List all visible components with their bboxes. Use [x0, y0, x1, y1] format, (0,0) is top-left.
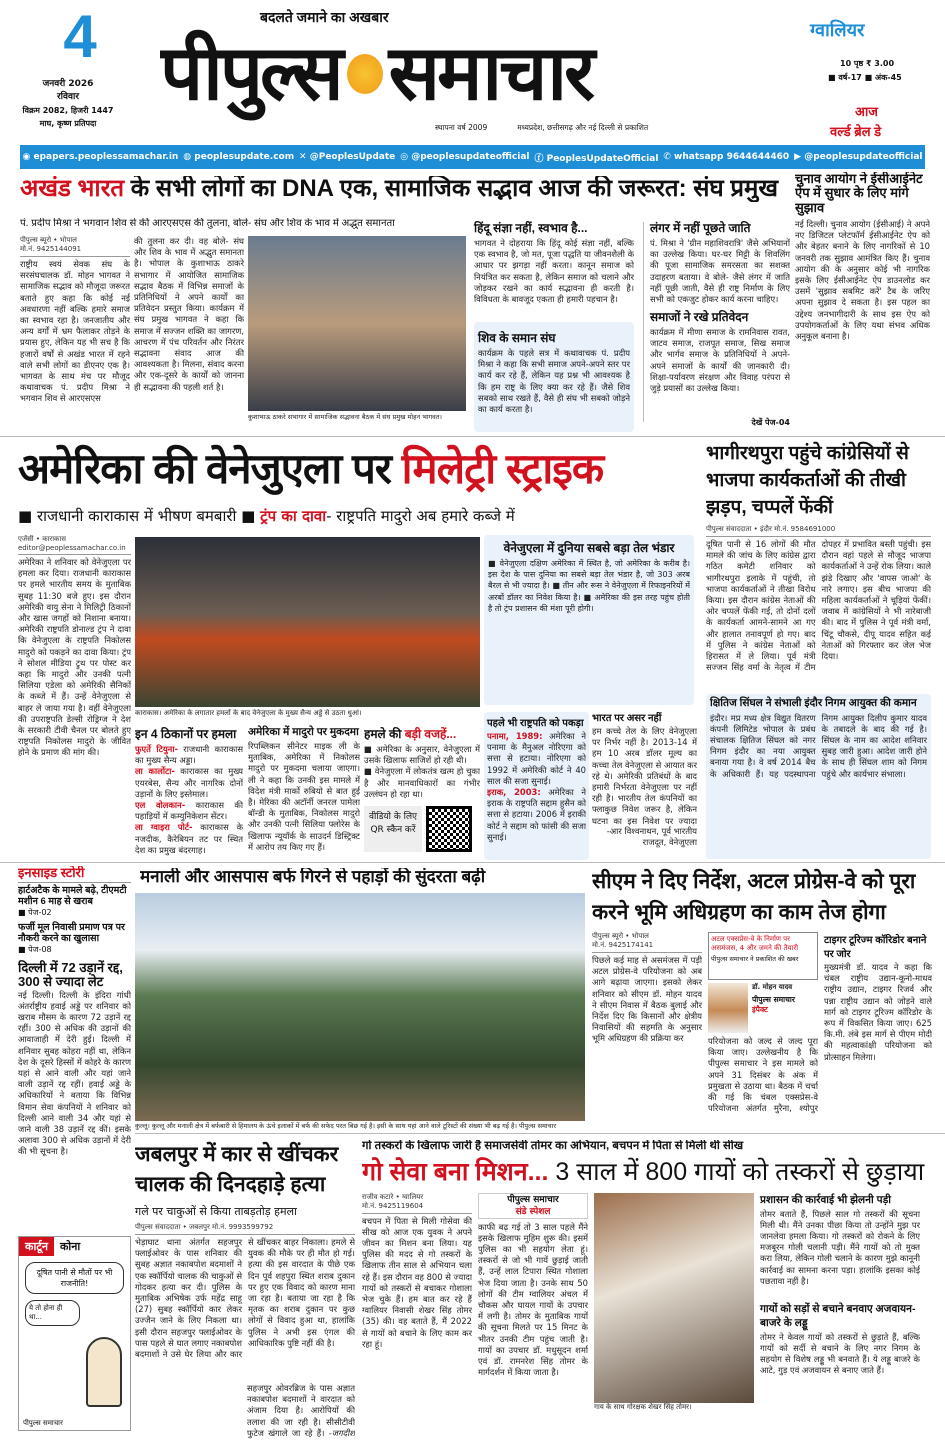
section-body: कार्यक्रम में मीणा समाज के रामनिवास रावत, जाटव समाज, राजपूत समाज, सिख समाज और भार्गव समाज के प्रतिनिधियों ने अपने-अपने समाजों के कार्यों की जानकारी दी। शिक्षा-पर्यावरण संरक्षण और विवाह परंपरा से जुड़े प्रयासों का उल्लेख किया।: [650, 327, 790, 394]
singhal-body: इंदौर। मप्र मध्य क्षेत्र विद्युत वितरण कंपनी लिमिटेड भोपाल के प्रबंध संचालक क्षितिज सिंघल को नगर निगम इंदौर का नया आयुक्त बनाया गया है। वे वर्ष 2014 बैच के अधिकारी हैं। यह पदस्थापना निगम आयुक्त दिलीप कुमार यादव के तबादले के बाद की गई है। सिंघल के नाम का आदेश शनिवार सुबह जारी हुआ। आदेश जारी होने के साथ ही सिंघल शाम को निगम पहुंचे और कार्यभार संभाला।: [710, 712, 927, 779]
venezuela-body: अमेरिका ने शनिवार को वेनेजुएला पर हमला कर दिया। राजधानी काराकास पर हमले भारतीय समय के मुताबिक सुबह 11:30 बजे हुए। इस दौरान अमेरिकी वायु सेना ने मिलिट्री ठिकानों और खास जगहों को निशाना बनाया। अमेरिकी राष्ट्रपति डोनाल्ड ट्रंप ने दावा कि वेनेजुएला के राष्ट्रपति निकोलस मादुरो को पकड़ने का दावा किया। ट्रंप ने सोशल मीडिया ट्रुथ पर पोस्ट कर कहा कि मादुरो और उनकी पत्नी सिलिया एडेला को अमेरिकी सैनिकों के कब्जे में हैं। उन्हें वेनेजुएला से बाहर ले जाया गया है। वहीं वेनेजुएला की उपराष्ट्रपति डेल्सी रोड्रिग्ज ने देश के सरकारी टीवी चैनल पर बोलते हुए राष्ट्रपति निकोलस मादुरो के जीवित होने के प्रमाण की मांग की।: [18, 557, 131, 758]
date-day: 4: [63, 3, 97, 70]
delhi-body: नई दिल्ली। दिल्ली के इंदिरा गांधी अंतर्राष्ट्रीय हवाई अड्डे पर शनिवार को खराब मौसम के कारण 72 उड़ानें रद्द रहीं। 300 से अधिक की उड़ानों की आवाजाही में देरी हुई। दिल्ली में शनिवार सुबह कोहरा नहीं था, लेकिन देश के दूसरे हिस्सों में कोहरे के कारण यहां से आने वाली और यहां जाने वाली उड़ानें रद्द रहीं। हवाई अड्डे के अधिकारियों ने बताया कि विभिन्न विमान सेवा कंपनियों ने शनिवार को दिल्ली आने वाली 34 और यहां से जाने वाली 38 उड़ानें रद्द कीं। इसके अलावा 300 से अधिक उड़ानों में देरी की भी सूचना है।: [18, 989, 131, 1157]
inside-item[interactable]: हार्टअटैक के मामले बढ़े, टीएमटी मशीन 6 माह से खराब ■ पेज-02: [18, 885, 127, 918]
cow-side-body-2: तोमर ने केवल गायों को तस्करों से छुड़ाते हैं, बल्कि गायों को सर्दी से बचाने के लिए नगर निगम के सहयोग से विशेष लड्डू भी बनवाते हैं। ये लड्डू बाजरे के आटे, गुड़ एवं अजवायन से बनाए जाते हैं।: [760, 1331, 920, 1376]
atal-body-cont: परियोजना को जल्द से जल्द पूरा किया जाए। उल्लेखनीय है कि पीपुल्स समाचार ने इस मामले को अपने 31 दिसंबर के अंक में प्रमुखता से उठाया था। बैठक में चर्चा की गई कि चंबल एक्सप्रेस-वे परियोजना अंतर्गत मुरैना, श्योपुर: [708, 1036, 818, 1114]
target-item: एल वोलकान- काराकास की पहाड़ियों में कम्युनिकेशन सेंटर।: [135, 800, 243, 822]
impact-badge: पीपुल्स समाचार इंपैक्ट: [752, 995, 795, 1014]
byline: पीपुल्स संवाददाता • जबलपुर मो.नं. 9993599792: [135, 1223, 355, 1235]
cow-body-cont: काफी बढ़ गई तो 3 साल पहले मैंने इसके खिलाफ मुहिम शुरू की। इसमें पुलिस का भी सहयोग लेता हूं। तस्करों से जो भी गायें छुड़ाई जाती हैं, उन्हें लाल टिपारा स्थित गोशाला भेज दिया जाता है। उनके साथ 50 लोगों की टीम ग्वालियर अंचल में चौकस और घायल गायों के उपचार में लगी है। तोमर के मुताबिक गायों की सूचना मिलते पर 15 मिनट के भीतर उनकी टीम पहुंच जाती है। गायों का उपचार डॉ. मधुसूदन शर्मा एवं डॉ. रामनरेश सिंह तोमर के मार्गदर्शन में किया जाता है।: [478, 1221, 588, 1378]
atal-body: पिछले कई माह से असमंजस में पड़ी अटल प्रोग्रेस-वे परियोजना को अब आगे बढ़ाया जाएगा। इसको लेकर शनिवार को सीएम डॉ. मोहन यादव ने सीएम निवास में बैठक बुलाई और निर्देश दिए कि किसानों और क्षेत्रीय निवासियों की सहमति के अनुसार भूमि अधिग्रहण की प्रक्रिया कर: [592, 955, 702, 1044]
qr-label: वीडियो के लिए QR स्कैन करें: [364, 806, 422, 852]
editor-email[interactable]: editor@peoplessamachar.co.in: [18, 544, 126, 552]
web-icon: ◍: [183, 152, 192, 162]
today-label: आज: [855, 104, 878, 119]
social-bar: [20, 145, 925, 169]
date-month: जनवरी 2026: [42, 79, 94, 89]
cartoon-corner: कोना: [59, 1240, 81, 1253]
instagram-icon: ◎: [400, 152, 409, 162]
sidebar-box: [474, 322, 634, 432]
atal-sub-title: टाइगर टूरिज्म कॉरिडोर बनाने पर जोर: [824, 935, 927, 960]
cow-photo-caption: गाय के साथ गोरक्षक शेखर सिंह तोमर।: [594, 1402, 692, 1411]
trial-title: अमेरिका में मादुरो पर मुकदमा: [248, 726, 359, 738]
social-link-x[interactable]: ✕ @PeoplesUpdate: [299, 152, 396, 162]
reason-item: ■ अमेरिका के अनुसार, वेनेजुएला में उसके खिलाफ साजिशें हो रही थी।: [364, 744, 480, 766]
divider: [0, 862, 945, 863]
jabalpur-quote: सहजपुर ओवरब्रिज के पास अज्ञात नकाबपोश बदमाशों ने वारदात को अंजाम दिया है। आरोपियों की तलाश की जा रही है। सीसीटीवी फुटेज खंगाले जा रहे हैं। -जगदीश: [247, 1383, 355, 1438]
divider: [135, 1133, 945, 1134]
facebook-icon: ⓕ: [534, 153, 544, 164]
history-item: पनामा, 1989: अमेरिका ने पनामा के मैनुअल नोरिएगा को सत्ता से हटाया। नोरिएगा को 1992 में अमेरिकी कोर्ट ने 40 साल की सजा सुनाई।: [487, 731, 586, 786]
byline: पीपुल्स ब्यूरो • भोपाल मो.नं. 9425174141: [592, 932, 702, 953]
section-title: समाजों ने रखे प्रतिवेदन: [650, 310, 749, 324]
cow-side-title-2: गायों को सड़ों से बचाने बनवाए अजवायन-बाजरे के लड्डू: [760, 1302, 916, 1329]
social-link-epaper[interactable]: ◉ epapers.peoplessamachar.in: [22, 152, 179, 162]
section-body: पं. मिश्रा ने 'ग्रीन महाशिवरात्रि' जैसे अभियानों का उल्लेख किया। घर-घर मिट्टी के शिवलिंग की पूजा सामाजिक समरसता का सशक्त उदाहरण बताया। वे बोले- जैसे लंगर में जाति नहीं पूछी जाती, वैसे ही राष्ट्र निर्माण के लिए सभी को एकजुट होकर कार्य करना चाहिए।: [650, 238, 790, 305]
price: 10 पृष्ठ ₹ 3.00: [840, 59, 895, 68]
oil-body: ■ वेनेजुएला दक्षिण अमेरिका में स्थित है, जो अमेरिका के करीब है। इस देश के पास दुनिया का सबसे बड़ा तेल भंडार है, जो 303 अरब बैरल से भी ज्यादा है। ■ तीन और रूस ने वेनेजुएला में रिफाइनरियों में अरबों डॉलर का निवेश किया है। ■ अमेरिका की इस तरह पहुंच होती है तो ट्रंप प्रशासन की मंशा पूरी होगी।: [488, 559, 690, 613]
lead-headline: अखंड भारत के सभी लोगों का DNA एक, सामाजिक सद्भाव आज की जरूरत: संघ प्रमुख: [20, 176, 778, 202]
published: मध्यप्रदेश, छत्तीसगढ़ और नई दिल्ली से प्रकाशित: [517, 123, 649, 132]
cow-headline: गो सेवा बना मिशन... 3 साल में 800 गायों को तस्करों से छुड़ाया: [362, 1157, 925, 1186]
news-clip: अटल एक्सप्रेस-वे के निर्माण पर असमंजस, 4 और जमने की तैयारी पीपुल्स समाचार ने प्रकाशित की खबर: [708, 932, 818, 980]
section-title: शिव के समान संघ: [478, 331, 556, 345]
section-title: हिंदू संज्ञा नहीं, स्वभाव है...: [474, 221, 588, 235]
globe-icon: ◉: [22, 152, 31, 162]
cow-side-title: प्रशासन की कार्रवाई भी झेलनी पड़ी: [760, 1193, 891, 1206]
venezuela-headline: अमेरिका की वेनेजुएला पर मिलेट्री स्ट्राइक: [18, 445, 604, 492]
tagline: बदलते जमाने का अखबार: [260, 9, 389, 25]
reason-item: ■ वेनेजुएला में लोकतंत्र खत्म हो चुका है और मानवाधिकारों का गंभीर उल्लंघन हो रहा था।: [364, 766, 480, 799]
cow-side-body: तोमर बताते हैं, पिछले साल गो तस्करों की सूचना मिली थी। मैंने उनका पीछा किया तो उन्होंने मुझ पर जानलेवा हमला किया। गो तस्करों को रोकने के लिए मजबूरन गोली चलानी पड़ी। मैंने गायों को तो मुक्त करा लिया, लेकिन गोली चलाने के कारण मुझे कानूनी कार्रवाई का सामना करना पड़ा। हालांकि इसका कोई पछतावा नहीं है।: [760, 1208, 920, 1286]
cm-caption: डॉ. मोहन यादव: [752, 983, 793, 991]
cow-kicker: गो तस्करों के खिलाफ जारी है समाजसेवी तोमर का अभियान, बचपन में पिता से मिली थी सीख: [362, 1140, 744, 1152]
continued-link[interactable]: देखें पेज-04: [751, 418, 790, 427]
byline: एजेंसी • काराकास editor@peoplessamachar.co.in: [18, 535, 131, 555]
manali-photo: [135, 893, 585, 1121]
masthead: [0, 0, 945, 145]
cartoon-credit: पीपुल्स समाचार: [23, 1419, 63, 1427]
bhagirathpura-body: दूषित पानी से 16 लोगों की मौत मामले की जांच के लिए कांग्रेस द्वारा गठित कमेटी शनिवार को भागीरथपुरा इलाके में पहुंची, तो भाजपा कार्यकर्ताओं ने तीखा विरोध किया। इस दौरान कांग्रेस नेताओं की ओर चप्पलें फेंकी गईं, तो दोनों दलों के कार्यकर्ता आमने-सामने आ गए और हालात तनावपूर्ण हो गए। बाद में पुलिस ने कांग्रेस नेताओं को हिरासत में ले लिया। पूर्व मंत्री सज्जन सिंह वर्मा के नेतृत्व में टीम दोपहर में प्रभावित बस्ती पहुंची। इस दौरान वहां पहले से मौजूद भाजपा कार्यकर्ताओं ने उन्हें रोक लिया। काले झंडे दिखाए और 'वापस जाओ' के नारे लगाए। इस बीच भाजपा की महिला कार्यकर्ताओं ने चूड़ियां फेंकीं। जवाब में कांग्रेसियों ने भी नारेबाजी की। बाद में पुलिस ने पूर्व मंत्री वर्मा, चिंटू चौकसे, दीपू यादव सहित कई नेताओं को गिरफ्तार कर जेल भेज दिया।: [706, 539, 931, 673]
cm-photo: [708, 983, 748, 1033]
atal-sub-body: मुख्यमंत्री डॉ. यादव ने कहा कि चंबल राष्ट्रीय उद्यान-कूनो-माधव राष्ट्रीय उद्यान, टाइगर रिजर्व और पन्ना राष्ट्रीय उद्यान को जोड़ने वाले मार्ग को टाइगर टूरिज्म कॉरिडोर के रूप में विकसित किया जाए। 625 कि.मी. लंबे इस मार्ग से पीएम मोदी की महत्वाकांक्षी परियोजना को प्रोत्साहन मिलेगा।: [824, 962, 932, 1062]
india-quote-by: -आर विश्वनाथन, पूर्व भारतीय राजदूत, वेनेजुएला: [606, 826, 697, 848]
singhal-headline: क्षितिज सिंघल ने संभाली इंदौर निगम आयुक्त की कमान: [710, 697, 917, 709]
venezuela-photo-caption: काराकास। अमेरिका के लगातार हमलों के बाद वेनेजुएला के मुख्य सैन्य अड्डे से उठता धुआं।: [135, 709, 362, 717]
venezuela-photo: [135, 537, 480, 707]
cartoon-bubble: ये तो होना ही था...: [25, 1300, 80, 1326]
trial-body: रिपब्लिकन सीनेटर माइक ली के मुताबिक, अमेरिका में निकोलस मादुरो पर मुकदमा चलाया जाएगा। ली ने कहा कि उनकी इस मामले में विदेश मंत्री मार्को रुबियो से बात हुई है। मेरिका की अटॉर्नी जनरल पामेला बॉन्डी के मुताबिक, निकोलस मादुरो और उनकी पत्नी सिलिया फ्लोरेस के खिलाफ न्यूयॉर्क के साउदर्न डिस्ट्रिक्ट में आरोप तय किए गए हैं।: [248, 741, 360, 852]
reasons-title: हमले की बड़ी वजहें...: [364, 727, 457, 741]
cow-body: बचपन में पिता से मिली गोसेवा की सीख को आज एक युवक ने अपने जीवन का मिशन बना लिया। यह पुलिस की मदद से गो तस्करों के खिलाफ तीन साल से अभियान चला रहे हैं। इस दौरान वह 800 से ज्यादा गायों को तस्करों से बचाकर गोशाला भेज चुके हैं। हम बात कर रहे हैं ग्वालियर निवासी शेखर सिंह तोमर (35) की। वह बताते हैं, मैं 2022 से गायों को बचाने के लिए काम कर रहा हूं।: [362, 1215, 472, 1349]
target-item: ला कार्लोटा- काराकास का मुख्य एयरबेस, सैन्य और नागरिक दोनों उड़ानों के लिए इस्तेमाल।: [135, 766, 243, 799]
venezuela-subhead: ■ राजधानी काराकास में भीषण बमबारी ■ ट्रंप का दावा- राष्ट्रपति मादुरो अब हमारे कब्जे में: [18, 507, 515, 525]
jabalpur-headline: जबलपुर में कार से खींचकर चालक की दिनदहाड़े हत्या: [135, 1143, 339, 1196]
section-title: लंगर में नहीं पूछते जाति: [650, 221, 751, 235]
byline: पीपुल्स ब्यूरो • भोपाल मो.नं. 9425144091: [20, 236, 130, 257]
paper-title-left: पीपुल्स: [160, 31, 341, 116]
india-title: भारत पर असर नहीं: [592, 713, 662, 724]
byline: राजीव कटारे • ग्वालियर मो.नं. 9425119604: [362, 1193, 472, 1214]
target-item: ला ग्वाइरा पोर्ट- काराकास के नजदीक, कैरेबियन तट पर स्थित देश का प्रमुख बंदरगाह।: [135, 822, 243, 855]
lead-subhead: पं. प्रदीप मिश्रा ने भगवान शिव से की आरएसएस की तुलना, बोले- संघ और शिव के भाव में अद्भुत समानता: [20, 218, 395, 229]
logo-pen-icon: [347, 54, 383, 94]
qr-code-icon[interactable]: [426, 806, 472, 852]
cartoon-label: कार्टून: [19, 1237, 54, 1256]
cartoon: [18, 1236, 131, 1431]
targets-title: इन 4 ठिकानों पर हमला: [135, 727, 237, 741]
india-body: हम कच्चे तेल के लिए वेनेजुएला पर निर्भर नहीं है। 2013-14 में हम 10 अरब डॉलर मूल्य का कच्चा तेल वेनेजुएला से आयात कर रहे थे। अमेरिकी प्रतिबंधों के बाद हमारी निर्भरता वेनेजुएला पर नहीं रही है। भारतीय तेल कंपनियों का फ्लाकुछ निवेश जरूर है, लेकिन घटना का इस निवेश पर ज्यादा: [592, 726, 697, 826]
social-link-facebook[interactable]: ⓕ PeoplesUpdateOfficial: [534, 153, 659, 164]
volume: ■ वर्ष-17 ■ अंक-45: [828, 73, 902, 82]
atal-headline: सीएम ने दिए निर्देश, अटल प्रोग्रेस-वे को पूरा करने भूमि अधिग्रहण का काम तेज होगा: [592, 870, 916, 924]
today-event: वर्ल्ड ब्रेल डे: [830, 124, 882, 139]
divider: [0, 436, 945, 437]
history-item: इराक, 2003: अमेरिका ने इराक के राष्ट्रपति सद्दाम हुसैन को सत्ता से हटाया। 2006 में इराकी कोर्ट ने सद्दाम को फांसी की सजा सुनाई।: [487, 787, 586, 842]
inside-label: इनसाइड स्टोरी: [18, 866, 131, 883]
tithi: माघ, कृष्ण प्रतिपदा: [39, 119, 97, 128]
social-link-whatsapp[interactable]: ✆ whatsapp 9644644460: [663, 152, 790, 162]
weekday: रविवार: [56, 92, 80, 102]
lead-photo: [248, 236, 466, 411]
cartoon-bubble: दूषित पानी से मौतों पर भी राजनीति!: [25, 1262, 124, 1294]
oil-title: वेनेजुएला में दुनिया सबसे बड़ा तेल भंडार: [503, 541, 675, 555]
edition: ग्वालियर: [810, 20, 865, 40]
sunday-special-badge: पीपुल्स समाचार संडे स्पेशल: [478, 1193, 588, 1219]
election-body: नई दिल्ली। चुनाव आयोग (ईसीआई) ने अपने नए डिजिटल प्लेटफॉर्म ईसीआईनेट ऐप को और बेहतर बनाने के लिए नागरिकों से 10 जनवरी तक सुझाव आमंत्रित किए हैं। चुनाव आयोग की के अनुसार कोई भी नागरिक इसके लिए ईसीआईनेट ऐप डाउनलोड कर उसमें 'सुझाव सबमिट करें' टैब के जरिए अपना सुझाव दे सकता है। इस पहल का उद्देश्य जनभागीदारी के साथ इस ऐप को उपयोगकर्ताओं के लिए यथा संभव अधिक अनुकूल बनाना है।: [795, 218, 930, 341]
paper-title-right: समाचार: [388, 31, 593, 116]
divider: [643, 222, 644, 422]
social-link-web[interactable]: ◍ peoplesupdate.com: [183, 152, 295, 162]
section-body: कार्यक्रम के पहले सत्र में कथावाचक पं. प्रदीप मिश्रा ने कहा कि सभी समाज अपने-अपने स्तर पर कार्य कर रहे हैं, लेकिन यह प्रश्न भी आवश्यक है कि हम राष्ट्र के लिए क्या कर रहे हैं। जैसे शिव सबको साथ रखते हैं, वैसे ही संघ भी सबको जोड़ने का कार्य करता है।: [478, 348, 630, 415]
byline: पीपुल्स संवाददाता • इंदौर मो.नं. 9584691000: [706, 525, 931, 537]
bhagirathpura-headline: भागीरथपुरा पहुंचे कांग्रेसियों से भाजपा कार्यकर्ताओं की तीखी झड़प, चप्पलें फेंकीं: [706, 443, 909, 518]
samvat: विक्रम 2082, हिजरी 1447: [22, 106, 114, 115]
manali-caption: कुल्लू। कुल्लू और मनाली क्षेत्र में बर्फबारी से हिमालय के ऊंचे इलाकों में बर्फ की सफेद परत बिछ गई है। इसी के साथ यहां आने वाले टूरिस्टों की संख्या भी बढ़ गई है। पीपुल्स समाचार: [135, 1122, 557, 1130]
social-link-instagram[interactable]: ◎ @peoplesupdateofficial: [400, 152, 530, 162]
inside-item[interactable]: फर्जी मूल निवासी प्रमाण पत्र पर नौकरी करने का खुलासा ■ पेज-08: [18, 922, 125, 955]
cow-photo: [594, 1193, 754, 1403]
lead-body: राष्ट्रीय स्वयं सेवक संघ के सरसंघचालक डॉ. मोहन भागवत ने सामाजिक सद्भाव को मौजूदा जरूरत बताते हुए कहा कि कोई नई अवधारणा नहीं बल्कि हमारे समाज का स्वभाव रहा है। जनजातीय और अन्य वर्गों में भ्रम फैलाकर तोड़ने के प्रयास हुए, लेकिन यह भी सच है कि हजारों वर्षों से अखंड भारत में रहने वाले सभी लोगों का डीएनए एक है। भागवत के साथ मंच पर मौजूद कथावाचक पं. प्रदीप मिश्रा ने भगवान शिव से आरएसएस: [20, 259, 130, 404]
history-title: पहले भी राष्ट्रपति को पकड़ा: [487, 718, 584, 729]
section-body: भागवत ने दोहराया कि हिंदू कोई संज्ञा नहीं, बल्कि एक स्वभाव है, जो मत, पूजा पद्धति या जीवनशैली के आधार पर झगड़ा नहीं करता। कानून समाज को नियंत्रित कर सकता है, लेकिन समाज को चलाने और जोड़कर रखने का कार्य सद्भावना ही करती है। विविधता के बावजूद एकता ही हमारी पहचान है।: [474, 238, 634, 305]
youtube-icon: ▶: [794, 152, 802, 162]
target-item: फुएर्ते टियुना- राजधानी काराकास का मुख्य सैन्य अड्डा।: [135, 744, 243, 766]
whatsapp-icon: ✆: [663, 152, 671, 162]
manali-headline: मनाली और आसपास बर्फ गिरने से पहाड़ों की सुंदरता बढ़ी: [140, 868, 486, 886]
established: स्थापना वर्ष 2009: [435, 123, 488, 132]
x-icon: ✕: [299, 152, 307, 162]
social-link-youtube[interactable]: ▶ @peoplesupdateofficial: [794, 152, 923, 162]
lead-body-cont: की तुलना कर दी। वह बोले- संघ और शिव के भाव में अद्भुत समानता है। भोपाल के कुशाभाऊ ठाकरे सभागार में आयोजित सामाजिक सद्भाव बैठक में विभिन्न समाजों के प्रतिनिधियों ने अपने कार्यों का प्रतिवेदन प्रस्तुत किया। कार्यक्रम में संघ प्रमुख भागवत ने कहा कि समाज में सज्जन शक्ति का जागरण, आचरण में पंच परिवर्तन और निरंतर सद्भावना संवाद आज की आवश्यकता है। मिलना, संवाद करना और एक-दूसरे के कार्यों को जानना ही सद्भावना की पहली शर्त है।: [134, 236, 244, 392]
delhi-headline: दिल्ली में 72 उड़ानें रद्द, 300 से ज्यादा लेट: [18, 960, 123, 990]
jabalpur-subhead: गले पर चाकुओं से किया ताबड़तोड़ हमला: [135, 1205, 297, 1218]
jabalpur-body: भेड़ाघाट थाना अंतर्गत सहजपुर फ्लाईओवर के पास शनिवार की सुबह अज्ञात नकाबपोश बदमाशों ने एक स्कॉर्पियो चालक की चाकुओं से गोदकर हत्या कर दी। पुलिस के मुताबिक अभिषेक उर्फ महेंद्र साहू (27) सुबह स्कॉर्पियो कार लेकर उज्जैन जाने के लिए निकला था। इसी दौरान सहजपुर फ्लाईओवर के पास पहले से घात लगाए नकाबपोश बदमाशों ने उसे घेर लिया और कार से खींचकर बाहर निकाला। हमले से युवक की मौके पर ही मौत हो गई। हत्या की इस वारदात के पीछे एक दिन पूर्व शहपुरा स्थित शराब दुकान पर हुए एक विवाद को कारण माना जा रहा है। बताया जा रहा है कि मृतक का शराब दुकान पर कुछ लोगों से विवाद हुआ था, हालांकि पुलिस ने अभी इस एंगल की आधिकारिक पुष्टि नहीं की है।: [135, 1237, 355, 1360]
lead-photo-caption: कुशाभाऊ ठाकरे सभागार में सामाजिक सद्भावना बैठक में संघ प्रमुख मोहन भागवत।: [248, 413, 442, 421]
cartoon-figure-icon: [86, 1337, 122, 1407]
election-headline: चुनाव आयोग ने ईसीआईनेट ऐप में सुधार के लिए मांगे सुझाव: [795, 172, 923, 215]
